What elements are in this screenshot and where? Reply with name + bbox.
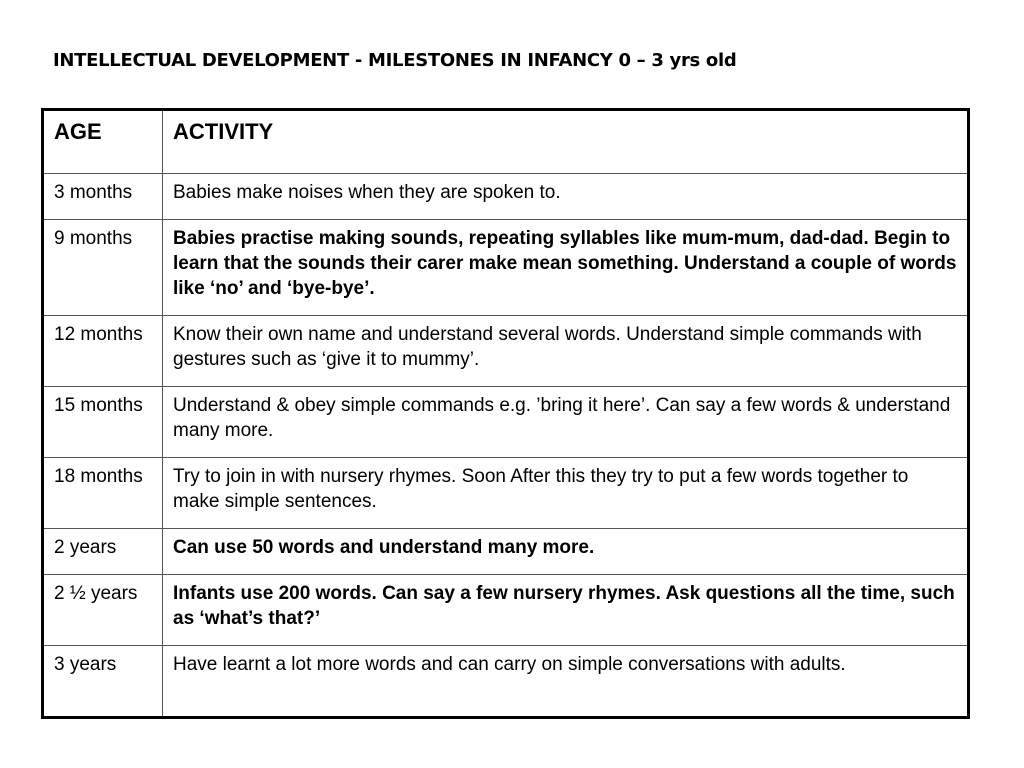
activity-cell: Babies practise making sounds, repeating syllables like mum-mum, dad-dad. Begin to learn that the sounds their carer make mean something. Understand a couple of words like ‘no’ and ‘bye-bye’. [163, 220, 969, 316]
activity-column-header: ACTIVITY [163, 110, 969, 174]
age-cell: 3 months [43, 174, 163, 220]
age-cell: 2 ½ years [43, 575, 163, 646]
age-column-header: AGE [43, 110, 163, 174]
table-row [43, 387, 969, 458]
activity-cell: Infants use 200 words. Can say a few nursery rhymes. Ask questions all the time, such as ‘what’s that?’ [163, 575, 969, 646]
table-row [43, 529, 969, 575]
table-row [43, 174, 969, 220]
age-cell: 18 months [43, 458, 163, 529]
activity-cell: Try to join in with nursery rhymes. Soon After this they try to put a few words together to make simple sentences. [163, 458, 969, 529]
table-header-row [43, 110, 969, 174]
activity-cell: Understand & obey simple commands e.g. ’bring it here’. Can say a few words & understand many more. [163, 387, 969, 458]
age-cell: 9 months [43, 220, 163, 316]
age-cell: 15 months [43, 387, 163, 458]
table-row [43, 646, 969, 718]
table-row [43, 220, 969, 316]
age-cell: 3 years [43, 646, 163, 718]
table-row [43, 458, 969, 529]
activity-cell: Know their own name and understand several words. Understand simple commands with gestures such as ‘give it to mummy’. [163, 316, 969, 387]
activity-cell: Babies make noises when they are spoken to. [163, 174, 969, 220]
age-cell: 12 months [43, 316, 163, 387]
table-row [43, 316, 969, 387]
age-cell: 2 years [43, 529, 163, 575]
activity-cell: Have learnt a lot more words and can carry on simple conversations with adults. [163, 646, 969, 718]
page-title: INTELLECTUAL DEVELOPMENT - MILESTONES IN INFANCY 0 – 3 yrs old [53, 50, 737, 71]
milestones-table [41, 108, 970, 719]
table-row [43, 575, 969, 646]
activity-cell: Can use 50 words and understand many more. [163, 529, 969, 575]
